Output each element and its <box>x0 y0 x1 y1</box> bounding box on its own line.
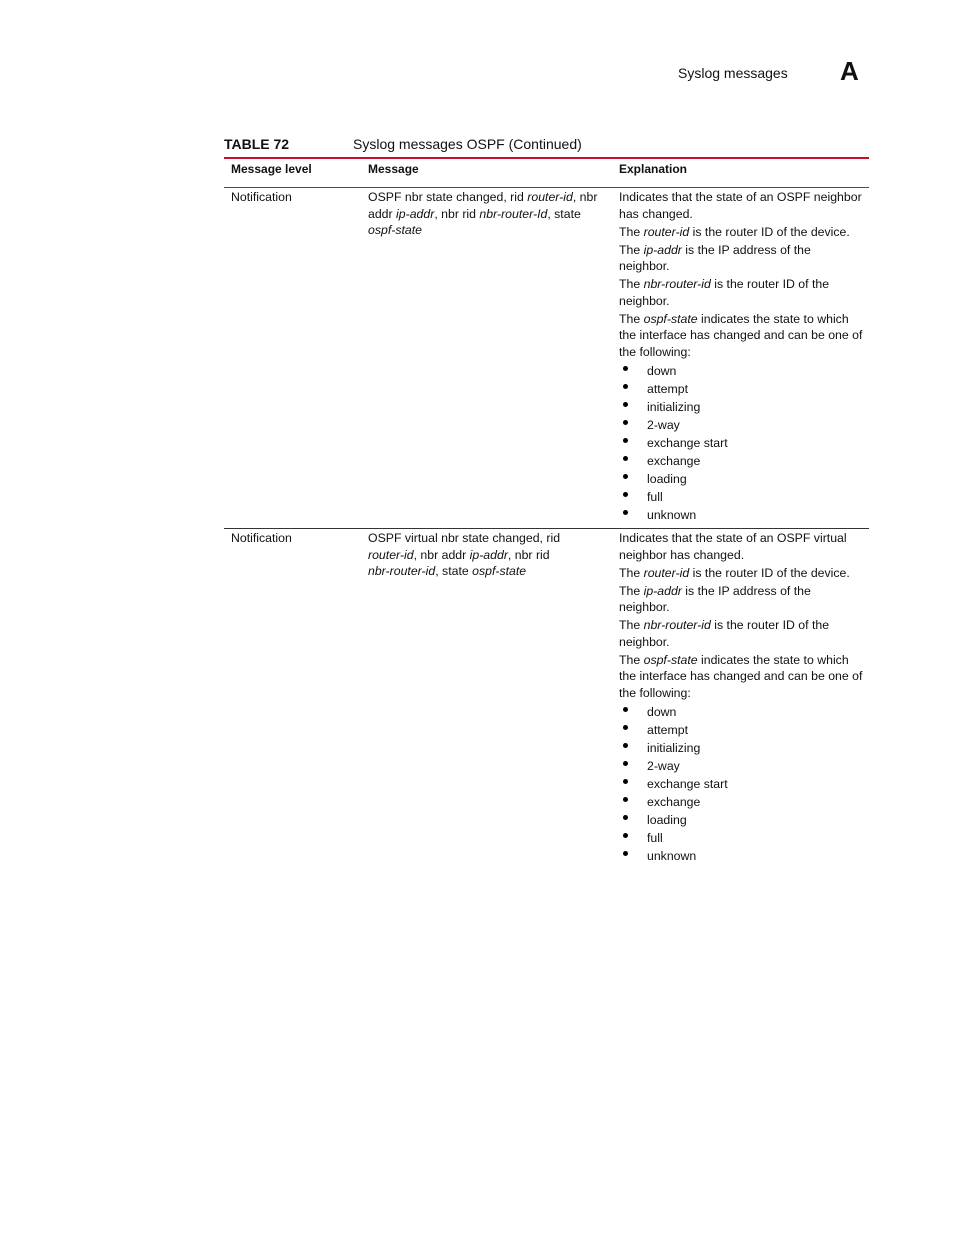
list-item: full <box>619 829 864 847</box>
explanation-intro: Indicates that the state of an OSPF virtual neighbor has changed. <box>619 531 847 562</box>
list-item: exchange <box>619 452 864 470</box>
message-cell: OSPF nbr state changed, rid router-id, nbr addr ip-addr, nbr rid nbr-router-Id, state ospf-state <box>368 190 598 237</box>
list-item: 2-way <box>619 416 864 434</box>
list-item: attempt <box>619 721 864 739</box>
table-top-rule <box>224 157 869 159</box>
list-item: loading <box>619 470 864 488</box>
explanation-router-id: The router-id is the router ID of the device. <box>619 224 850 239</box>
list-item: exchange start <box>619 434 864 452</box>
explanation-cell <box>619 189 864 524</box>
list-item: down <box>619 703 864 721</box>
explanation-ip-addr: The ip-addr is the IP address of the neighbor. <box>619 583 811 614</box>
list-item: full <box>619 488 864 506</box>
explanation-ip-addr: The ip-addr is the IP address of the neighbor. <box>619 242 811 273</box>
ospf-state-list <box>619 362 864 524</box>
column-header-message-level: Message level <box>231 162 312 176</box>
appendix-letter: A <box>840 56 859 86</box>
message-level-cell: Notification <box>231 531 292 545</box>
list-item: initializing <box>619 739 864 757</box>
explanation-intro: Indicates that the state of an OSPF neighbor has changed. <box>619 190 862 221</box>
explanation-nbr-router-id: The nbr-router-id is the router ID of the neighbor. <box>619 618 830 649</box>
page-header-title: Syslog messages <box>678 65 788 81</box>
list-item: exchange start <box>619 775 864 793</box>
message-cell: OSPF virtual nbr state changed, rid router-id, nbr addr ip-addr, nbr rid nbr-router-id, state ospf-state <box>368 531 561 578</box>
column-header-message: Message <box>368 162 419 176</box>
explanation-router-id: The router-id is the router ID of the device. <box>619 565 850 580</box>
list-item: attempt <box>619 380 864 398</box>
ospf-state-list <box>619 703 864 865</box>
list-item: unknown <box>619 847 864 865</box>
list-item: down <box>619 362 864 380</box>
row-divider <box>224 528 869 529</box>
list-item: 2-way <box>619 757 864 775</box>
header-bottom-rule <box>224 187 869 188</box>
table-caption: Syslog messages OSPF (Continued) <box>353 136 582 152</box>
explanation-ospf-state: The ospf-state indicates the state to which the interface has changed and can be one of the following: <box>619 311 863 359</box>
explanation-nbr-router-id: The nbr-router-id is the router ID of the neighbor. <box>619 277 830 308</box>
list-item: initializing <box>619 398 864 416</box>
explanation-ospf-state: The ospf-state indicates the state to which the interface has changed and can be one of the following: <box>619 652 863 700</box>
column-header-explanation: Explanation <box>619 162 688 176</box>
list-item: loading <box>619 811 864 829</box>
list-item: exchange <box>619 793 864 811</box>
table-label: TABLE 72 <box>224 136 290 152</box>
explanation-cell <box>619 530 864 865</box>
message-level-cell: Notification <box>231 190 292 204</box>
list-item: unknown <box>619 506 864 524</box>
